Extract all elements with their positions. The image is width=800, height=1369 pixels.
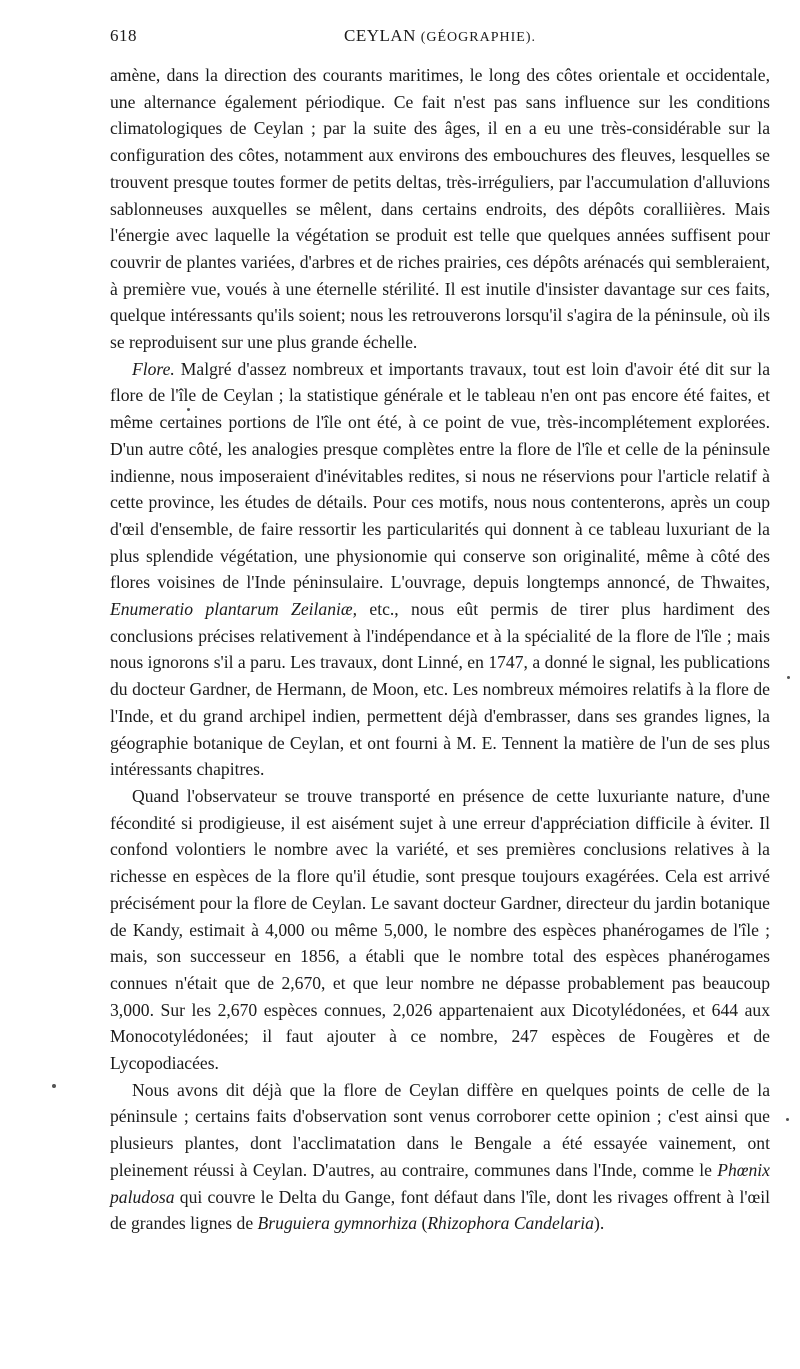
- paragraph-4: [110, 1077, 770, 1237]
- scan-speck: [786, 1118, 789, 1121]
- species-rhizophora: Rhizophora Candelaria: [427, 1213, 594, 1234]
- scan-speck: [787, 676, 790, 679]
- paragraph-3: [110, 783, 770, 1077]
- section-lead-flore: Flore.: [132, 358, 175, 379]
- body-text: [110, 62, 770, 1237]
- running-title: [110, 26, 770, 46]
- paragraph-4-text-c: (: [417, 1213, 428, 1234]
- paragraph-flore: [110, 356, 770, 783]
- scan-speck: [52, 1084, 56, 1088]
- paragraph-flore-text-b: etc., nous eût permis de tirer plus hardiment des conclusions précises relativement à l'indépendance et à la spécialité de la flore de l'île ; mais nous ignorons s'il a paru. Les travaux, dont Linné, en 1747, a donné le signal, les publications du docteur Gardner, de Hermann, de Moon, etc. Les nombreux mémoires relatifs à la flore de l'Inde, et du grand archipel indien, permettent déjà d'embrasser, dans ses grandes lignes, la géographie botanique de Ceylan, et ont fourni à M. E. Tennent la matière de l'un de ses plus intéressants chapitres.: [110, 599, 770, 780]
- running-head: [110, 26, 770, 52]
- paragraph-1-text: amène, dans la direction des courants maritimes, le long des côtes orientale et occidentale, une alternance également périodique. Ce fait n'est pas sans influence sur les conditions climatologiques de Ceylan ; par la suite des âges, il en a eu une très-considérable sur la configuration des côtes, notamment aux environs des embouchures des fleuves, lesquelles se trouvent presque toutes former de petits deltas, très-irréguliers, par l'accumulation d'alluvions sablonneuses auxquelles se mêlent, dans certains endroits, des dépôts coralliières. Mais l'énergie avec laquelle la végétation se produit est telle que quelques années suffisent pour couvrir de plantes variées, d'arbres et de riches prairies, ces dépôts arénacés qui sembleraient, à première vue, voués à une éternelle stérilité. Il est inutile d'insister davantage sur ces faits, quelque intéressants qu'ils soient; nous les retrouverons lorsqu'il s'agira de la péninsule, où ils se reproduisent sur une plus grande échelle.: [110, 65, 770, 353]
- scan-speck: [187, 408, 190, 411]
- paragraph-4-text-d: ).: [593, 1213, 605, 1234]
- book-title-italic: Enumeratio plantarum Zeilaniæ,: [110, 599, 358, 620]
- book-page: [110, 26, 770, 1237]
- running-title-subtitle: (GÉOGRAPHIE).: [420, 30, 536, 45]
- paragraph-4-text-a: Nous avons dit déjà que la flore de Ceylan diffère en quelques points de celle de la péninsule ; certains faits d'observation sont venus corroborer cette opinion ; c'est ainsi que plusieurs plantes, dont l'acclimatation dans le Bengale a été essayée vainement, ont pleinement réussi à Ceylan. D'autres, au contraire, communes dans l'Inde, comme le: [110, 1079, 770, 1180]
- paragraph-flore-text-a: Malgré d'assez nombreux et importants travaux, tout est loin d'avoir été dit sur la flore de l'île de Ceylan ; la statistique générale et le tableau n'en ont pas encore été faites, et même certaines portions de l'île ont été, à ce point de vue, très-incomplétement explorées. D'un autre côté, les analogies presque complètes entre la flore de l'île et celle de la péninsule indienne, nous imposeraient d'inévitables redites, si nous ne réservions pour l'article relatif à cette province, les études de détails. Pour ces motifs, nous nous contenterons, après un coup d'œil d'ensemble, de faire ressortir les particularités qui donnent à ce tableau luxuriant de la plus splendide végétation, une physionomie qui conserve son originalité, même à côté des flores voisines de l'Inde péninsulaire. L'ouvrage, depuis longtemps annoncé, de Thwaites,: [110, 358, 770, 593]
- species-phoenix-paludosa: Phœnix paludosa: [110, 1159, 770, 1207]
- paragraph-3-text: Quand l'observateur se trouve transporté en présence de cette luxuriante nature, d'une fécondité si prodigieuse, il est aisément sujet à une erreur d'appréciation difficile à éviter. Il confond volontiers le nombre avec la variété, et ses premières conclusions relatives à la richesse en espèces de la flore qu'il étudie, sont presque toujours exagérées. Cela est arrivé précisément pour la flore de Ceylan. Le savant docteur Gardner, directeur du jardin botanique de Kandy, estimait à 4,000 ou même 5,000, le nombre des espèces phanérogames de l'île ; mais, son successeur en 1856, a établi que le nombre total des espèces phanérogames connues n'était que de 2,670, et que leur nombre ne dépasse probablement pas beaucoup 3,000. Sur les 2,670 espèces connues, 2,026 appartenaient aux Dicotylédonées, et 644 aux Monocotylédonées; il faut ajouter à ce nombre, 247 espèces de Fougères et de Lycopodiacées.: [110, 785, 770, 1074]
- paragraph-4-text-b: qui couvre le Delta du Gange, font défaut dans l'île, dont les rivages offrent à l'œil de grandes lignes de: [110, 1186, 770, 1234]
- paragraph-1: [110, 62, 770, 356]
- running-title-main: CEYLAN: [344, 26, 416, 45]
- species-bruguiera: Bruguiera gymnorhiza: [257, 1213, 418, 1234]
- page-number: 618: [110, 26, 137, 45]
